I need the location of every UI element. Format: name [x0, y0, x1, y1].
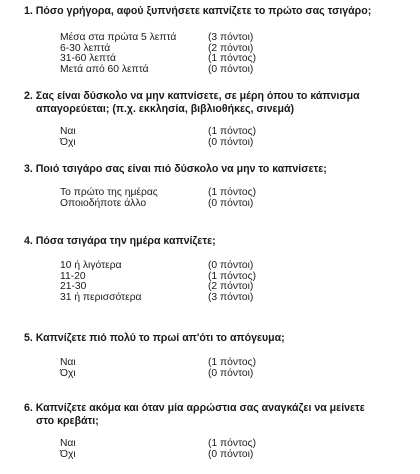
- answer-row: [24, 199, 404, 210]
- answer-points: (3 πόντοι): [208, 291, 254, 303]
- answer-points: (0 πόντοι): [208, 260, 254, 271]
- question-title: 4. Πόσα τσιγάρα την ημέρα καπνίζετε;: [24, 235, 216, 247]
- answer-row: [24, 369, 404, 380]
- answer-label: 11-20: [60, 270, 86, 282]
- answer-list: [24, 358, 404, 379]
- question-4: [24, 235, 404, 303]
- answer-row: [24, 439, 404, 450]
- answer-points: (1 πόντος): [208, 270, 257, 282]
- answer-row: [24, 188, 404, 199]
- question-title-continued: στο κρεβάτι;: [36, 415, 99, 427]
- answer-label: Όχι: [60, 136, 76, 148]
- answer-label: Όχι: [60, 367, 76, 379]
- question-title: 1. Πόσο γρήγορα, αφού ξυπνήσετε καπνίζετε το πρώτο σας τσιγάρο;: [24, 5, 372, 17]
- answer-points: (0 πόντοι): [208, 367, 254, 379]
- question-title: 6. Καπνίζετε ακόμα και όταν μία αρρώστια σας αναγκάζει να μείνετε στο κρεβάτι;: [24, 402, 404, 428]
- question-title-continued: απαγορεύεται; (π.χ. εκκλησία, βιβλιοθήκες, σινεμά): [36, 103, 295, 115]
- answer-points: (1 πόντος): [208, 53, 257, 65]
- answer-label: Ναι: [60, 357, 76, 368]
- answer-label: 21-30: [60, 281, 87, 293]
- answer-row: [24, 358, 404, 369]
- question-5: [24, 332, 404, 379]
- answer-label: 31 ή περισσότερα: [60, 291, 142, 303]
- answer-points: (0 πόντοι): [208, 448, 254, 460]
- question-title: 3. Ποιό τσιγάρο σας είναι πιό δύσκολο να μην το καπνίσετε;: [24, 163, 327, 175]
- question-3: [24, 163, 404, 209]
- answer-label: Ναι: [60, 126, 76, 137]
- answer-label: Ναι: [60, 438, 76, 449]
- answer-row: [24, 293, 404, 304]
- answer-list: [24, 261, 404, 303]
- answer-label: Μέσα στα πρώτα 5 λεπτά: [60, 32, 177, 43]
- answer-label: Το πρώτο της ημέρας: [60, 187, 158, 198]
- answer-points: (0 πόντοι): [208, 63, 254, 75]
- question-1: [24, 5, 404, 75]
- answer-list: [24, 188, 404, 209]
- answer-row: [24, 33, 404, 44]
- answer-points: (0 πόντοι): [208, 197, 254, 209]
- answer-label: 31-60 λεπτά: [60, 53, 116, 65]
- answer-label: 10 ή λιγότερα: [60, 260, 122, 271]
- answer-row: [24, 450, 404, 461]
- answer-points: (1 πόντος): [208, 438, 257, 449]
- answer-list: [24, 127, 404, 148]
- answer-points: (2 πόντοι): [208, 42, 254, 54]
- answer-row: [24, 127, 404, 138]
- question-6: [24, 402, 404, 460]
- answer-label: Όχι: [60, 448, 76, 460]
- answer-points: (1 πόντος): [208, 126, 257, 137]
- question-2: [24, 90, 404, 148]
- question-title: 5. Καπνίζετε πιό πολύ το πρωί απ'ότι το απόγευμα;: [24, 332, 285, 344]
- answer-points: (1 πόντος): [208, 187, 257, 198]
- answer-points: (0 πόντοι): [208, 136, 254, 148]
- answer-row: [24, 138, 404, 149]
- answer-row: [24, 65, 404, 76]
- answer-label: 6-30 λεπτά: [60, 42, 111, 54]
- answer-points: (3 πόντοι): [208, 32, 254, 43]
- answer-row: [24, 261, 404, 272]
- answer-label: Μετά από 60 λεπτά: [60, 63, 149, 75]
- answer-list: [24, 439, 404, 460]
- question-title: 2. Σας είναι δύσκολο να μην καπνίσετε, σε μέρη όπου το κάπνισμα απαγορεύεται; (π.χ. εκκλησία, βιβλιοθήκες, σινεμά): [24, 90, 404, 116]
- answer-label: Οποιοδήποτε άλλο: [60, 197, 147, 209]
- answer-points: (2 πόντοι): [208, 281, 254, 293]
- answer-list: [24, 33, 404, 75]
- answer-points: (1 πόντος): [208, 357, 257, 368]
